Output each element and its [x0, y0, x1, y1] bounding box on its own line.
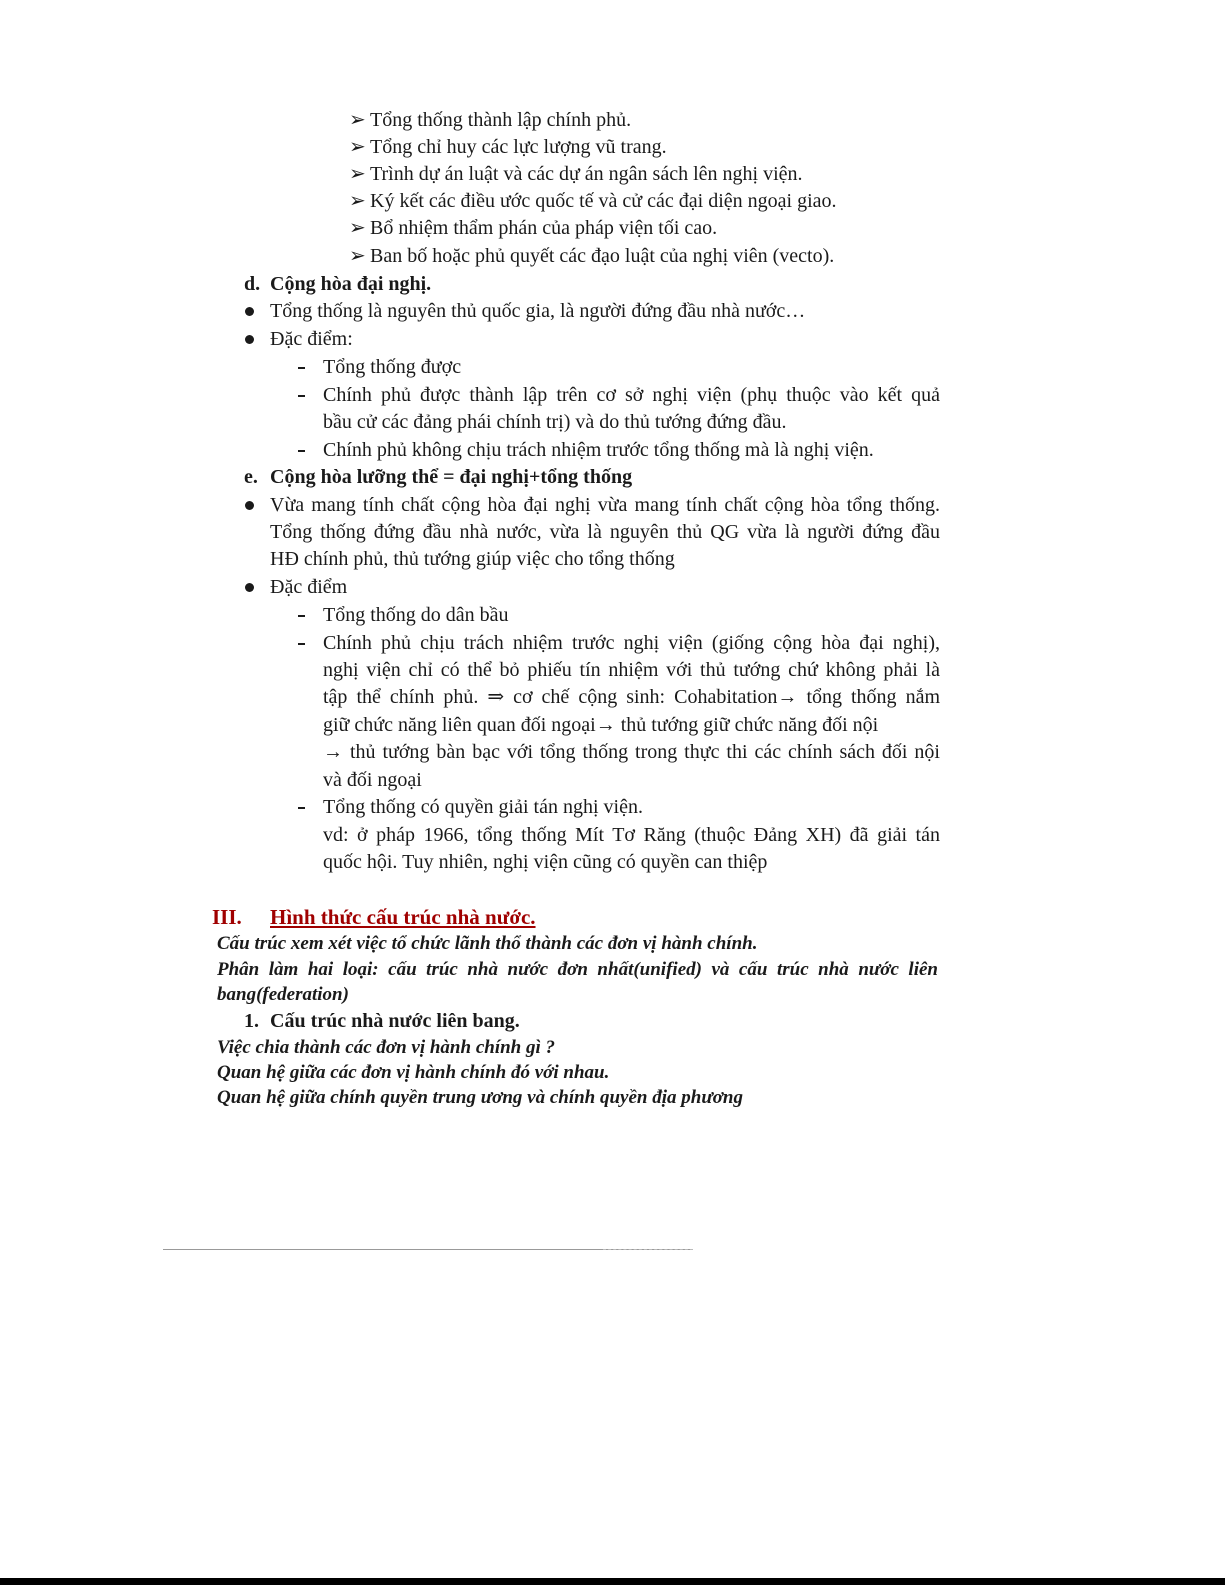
arrow-bullet-icon: ➢ [349, 190, 366, 212]
section-e-example: vd: ở pháp 1966, tổng thống Mít Tơ Răng (thuộc Đảng XH) đã giải tán [323, 824, 940, 846]
section-e-bullet-cont: HĐ chính phủ, thủ tướng giúp việc cho tổng thống [270, 548, 675, 570]
question-line: Quan hệ giữa chính quyền trung ương và chính quyền địa phương [217, 1087, 743, 1108]
subsection-marker: 1. [244, 1010, 259, 1032]
question-line: Việc chia thành các đơn vị hành chính gì ? [217, 1037, 556, 1058]
arrow-bullet-icon: ➢ [349, 109, 366, 131]
arrow-item: Tổng thống thành lập chính phủ. [370, 109, 632, 131]
section-e-dash-item: Chính phủ chịu trách nhiệm trước nghị viện (giống cộng hòa đại nghị), [323, 632, 940, 654]
page-bottom-edge [0, 1578, 1225, 1585]
arrow-item: Ký kết các điều ước quốc tế và cử các đại diện ngoại giao. [370, 190, 837, 212]
dash-bullet-icon [298, 367, 305, 369]
section-e-bullet: Vừa mang tính chất cộng hòa đại nghị vừa mang tính chất cộng hòa tổng thống. [270, 494, 940, 516]
section-d-marker: d. [244, 273, 261, 295]
dash-bullet-icon [298, 395, 305, 397]
section-e-bullet-cont: Tổng thống đứng đầu nhà nước, vừa là nguyên thủ QG vừa là người đứng đầu [270, 521, 940, 543]
dash-bullet-icon [298, 450, 305, 452]
section-d-dash-item: Chính phủ không chịu trách nhiệm trước tổng thống mà là nghị viện. [323, 439, 874, 461]
arrow-item: Tổng chỉ huy các lực lượng vũ trang. [370, 136, 667, 158]
bullet-dot-icon [245, 307, 254, 316]
arrow-item: Trình dự án luật và các dự án ngân sách lên nghị viện. [370, 163, 803, 185]
section-iii-intro: Cấu trúc xem xét việc tổ chức lãnh thổ thành các đơn vị hành chính. [217, 933, 758, 954]
section-e-dash-item-cont: nghị viện chỉ có thể bỏ phiếu tín nhiệm với thủ tướng chứ không phải là [323, 659, 940, 681]
section-e-dash-item-cont: giữ chức năng liên quan đối ngoại→ thủ tướng giữ chức năng đối nội [323, 714, 879, 736]
dash-bullet-icon [298, 643, 305, 645]
arrow-bullet-icon: ➢ [349, 136, 366, 158]
bullet-dot-icon [245, 583, 254, 592]
arrow-item: Bổ nhiệm thẩm phán của pháp viện tối cao. [370, 217, 718, 239]
arrow-bullet-icon: ➢ [349, 245, 366, 267]
section-d-bullet: Tổng thống là nguyên thủ quốc gia, là người đứng đầu nhà nước… [270, 300, 806, 322]
section-e-dash-item: Tổng thống có quyền giải tán nghị viện. [323, 796, 643, 818]
dash-bullet-icon [298, 615, 305, 617]
section-e-dash-item-cont: → thủ tướng bàn bạc với tổng thống trong thực thi các chính sách đối nội [323, 741, 940, 763]
section-d-bullet: Đặc điểm: [270, 328, 353, 350]
bullet-dot-icon [245, 501, 254, 510]
arrow-bullet-icon: ➢ [349, 217, 366, 239]
section-e-dash-item: Tổng thống do dân bầu [323, 604, 509, 626]
bullet-dot-icon [245, 335, 254, 344]
section-d-dash-item-cont: bầu cử các đảng phái chính trị) và do thủ tướng đứng đầu. [323, 411, 787, 433]
section-e-marker: e. [244, 466, 258, 488]
page-divider-dashed [603, 1249, 693, 1251]
section-e-heading: Cộng hòa lưỡng thể = đại nghị+tổng thống [270, 466, 633, 488]
section-iii-numeral: III. [212, 905, 242, 929]
section-e-dash-item-cont: tập thể chính phủ. ⇒ cơ chế cộng sinh: Cohabitation→ tổng thống nắm [323, 686, 940, 708]
section-iii-intro: Phân làm hai loại: cấu trúc nhà nước đơn nhất(unified) và cấu trúc nhà nước liên [217, 959, 938, 980]
dash-bullet-icon [298, 807, 305, 809]
section-e-dash-item-cont: và đối ngoại [323, 769, 422, 791]
section-iii-title: Hình thức cấu trúc nhà nước. [270, 905, 536, 929]
arrow-bullet-icon: ➢ [349, 163, 366, 185]
section-d-dash-item: Tổng thống được [323, 356, 462, 378]
section-e-example-cont: quốc hội. Tuy nhiên, nghị viện cũng có quyền can thiệp [323, 851, 768, 873]
question-line: Quan hệ giữa các đơn vị hành chính đó với nhau. [217, 1062, 610, 1083]
arrow-item: Ban bố hoặc phủ quyết các đạo luật của nghị viên (vecto). [370, 245, 835, 267]
section-d-dash-item: Chính phủ được thành lập trên cơ sở nghị viện (phụ thuộc vào kết quả [323, 384, 940, 406]
section-iii-intro-cont: bang(federation) [217, 984, 349, 1005]
section-d-heading: Cộng hòa đại nghị. [270, 273, 432, 295]
subsection-heading: Cấu trúc nhà nước liên bang. [270, 1010, 520, 1032]
section-e-bullet: Đặc điểm [270, 576, 348, 598]
